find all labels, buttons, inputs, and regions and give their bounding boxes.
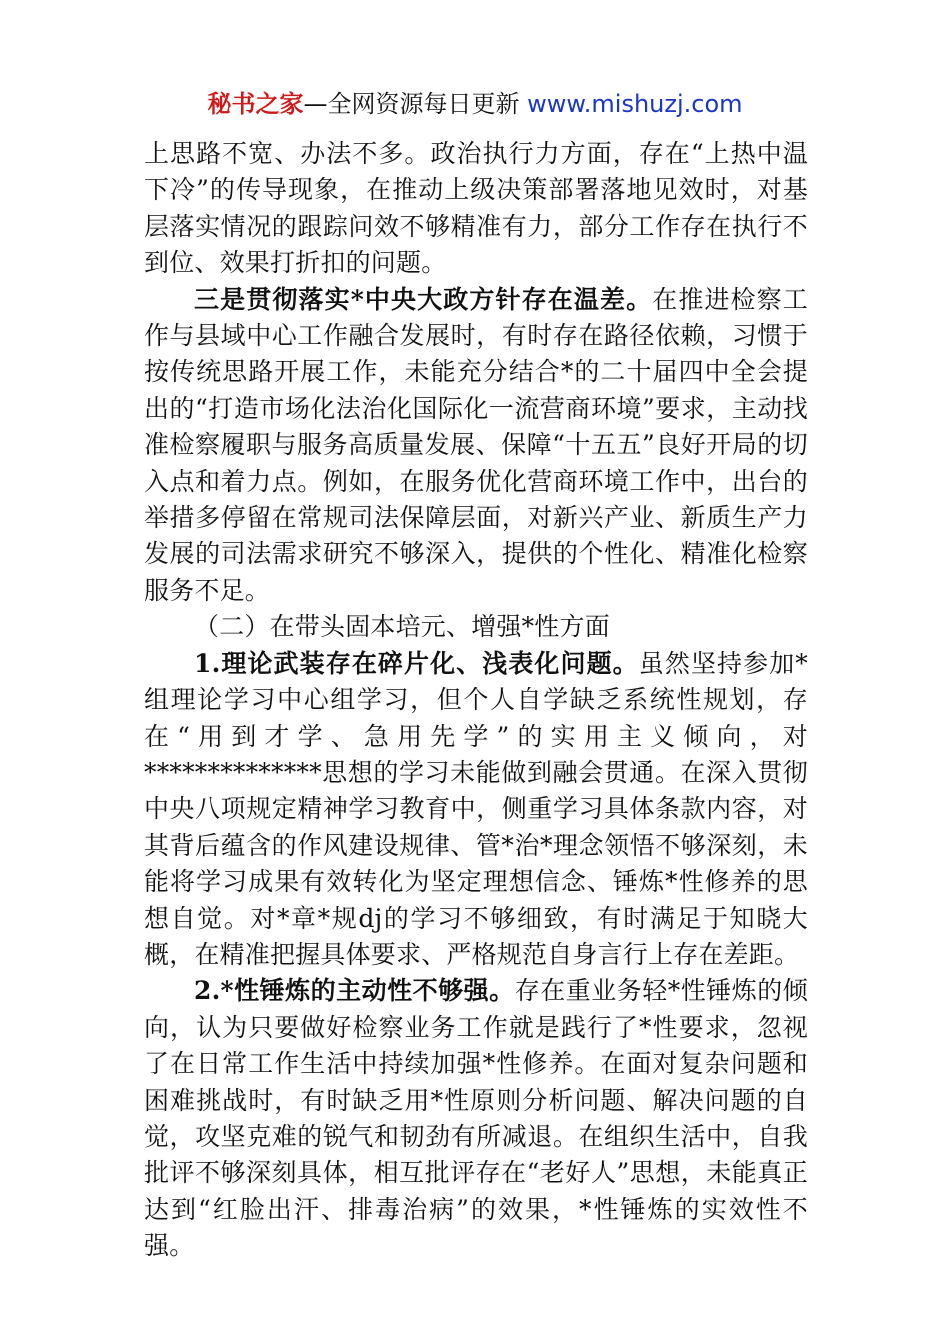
- page-header: [0, 86, 950, 122]
- paragraph-2-heading: 三是贯彻落实*中央大政方针存在温差。: [194, 284, 653, 314]
- document-body: [144, 136, 808, 1265]
- header-tagline: —全网资源每日更新: [303, 90, 528, 118]
- section-heading: （二）在带头固本培元、增强*性方面: [194, 612, 610, 642]
- paragraph-5-text: 存在重业务轻*性锤炼的倾向，认为只要做好检察业务工作就是践行了*性要求，忽视了在日常工作生活中持续加强*性修养。在面对复杂问题和困难挑战时，有时缺乏用*性原则分析问题、解决问题的自觉，攻坚克难的锐气和韧劲有所减退。在组织生活中，自我批评不够深刻具体，相互批评存在“老好人”思想，未能真正达到“红脸出汗、排毒治病”的效果，*性锤炼的实效性不强。: [144, 976, 808, 1261]
- paragraph-2: [144, 282, 808, 610]
- paragraph-4: [144, 646, 808, 974]
- paragraph-1: 上思路不宽、办法不多。政治执行力方面，存在“上热中温下冷”的传导现象，在推动上级决策部署落地见效时，对基层落实情况的跟踪问效不够精准有力，部分工作存在执行不到位、效果打折扣的问题。: [144, 139, 808, 278]
- paragraph-4-text: 虽然坚持参加*组理论学习中心组学习，但个人自学缺乏系统性规划，存在“用到才学、急用先学”的实用主义倾向，对**************思想的学习未能做到融会贯通。在深入贯彻中央八项规定精神学习教育中，侧重学习具体条款内容，对其背后蕴含的作风建设规律、管*治*理念领悟不够深刻，未能将学习成果有效转化为坚定理想信念、锤炼*性修养的思想自觉。对*章*规dj的学习不够细致，有时满足于知晓大概，在精准把握具体要求、严格规范自身言行上存在差距。: [144, 648, 809, 969]
- brand-name: 秘书之家: [207, 90, 304, 118]
- paragraph-5: [144, 973, 808, 1264]
- website-link[interactable]: www.mishuzj.com: [527, 90, 743, 118]
- paragraph-4-heading: 1.理论武装存在碎片化、浅表化问题。: [194, 648, 639, 678]
- paragraph-5-heading: 2.*性锤炼的主动性不够强。: [194, 976, 515, 1006]
- paragraph-2-text: 在推进检察工作与县域中心工作融合发展时，有时存在路径依赖，习惯于按传统思路开展工作，未能充分结合*的二十届四中全会提出的“打造市场化法治化国际化一流营商环境”要求，主动找准检察履职与服务高质量发展、保障“十五五”良好开局的切入点和着力点。例如，在服务优化营商环境工作中，出台的举措多停留在常规司法保障层面，对新兴产业、新质生产力发展的司法需求研究不够深入，提供的个性化、精准化检察服务不足。: [144, 284, 808, 605]
